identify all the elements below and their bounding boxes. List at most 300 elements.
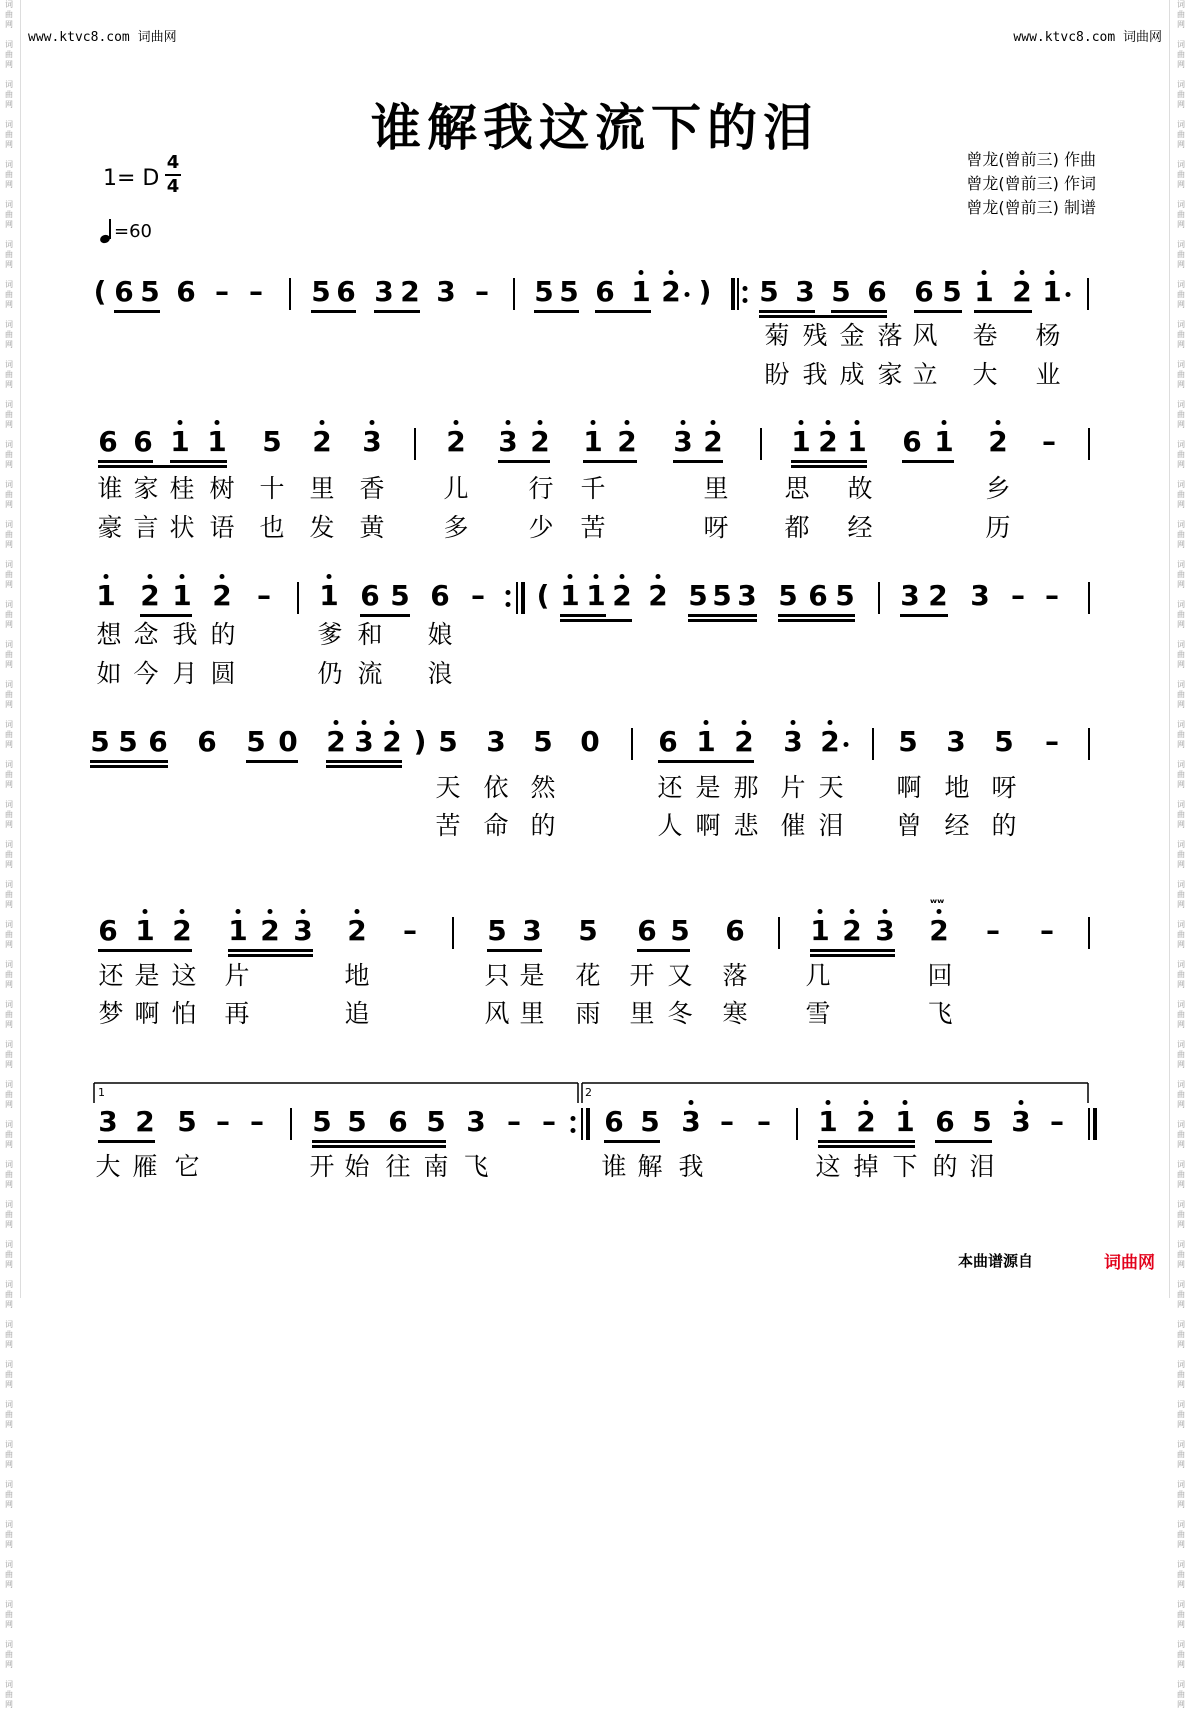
- note: 5: [390, 579, 410, 612]
- octave-dot: [826, 420, 831, 425]
- note: 2: [856, 1105, 876, 1138]
- octave-dot: [1019, 1100, 1024, 1105]
- note: –: [986, 914, 1000, 947]
- octave-dot: [669, 270, 674, 275]
- octave-dot: [855, 420, 860, 425]
- time-signature: [166, 152, 180, 198]
- note: 5: [487, 914, 507, 947]
- footer-source-label: 本曲谱源自: [958, 1252, 1034, 1270]
- lyric-char: 业: [1035, 360, 1061, 389]
- note: 2: [212, 579, 232, 612]
- note: 6: [360, 579, 380, 612]
- note: 1: [1042, 275, 1062, 308]
- barline: [760, 428, 762, 460]
- barline: [1088, 728, 1090, 760]
- lyric-char: 是: [695, 773, 721, 802]
- lyric-char: 豪: [97, 513, 123, 542]
- underline-beam: [604, 1140, 660, 1143]
- lyric-char: 菊: [764, 321, 790, 350]
- note: 2: [446, 425, 466, 458]
- lyric-char: 下: [892, 1152, 918, 1181]
- octave-dot: [818, 909, 823, 914]
- lyric-char: 娘: [427, 620, 453, 649]
- lyric-char: 雁: [132, 1152, 158, 1181]
- note: 1: [172, 579, 192, 612]
- lyric-char: 行: [528, 474, 554, 503]
- lyric-char: 我: [678, 1152, 704, 1181]
- lyric-char: 历: [985, 513, 1011, 542]
- note: 6: [808, 579, 828, 612]
- barline-thick: [731, 278, 735, 310]
- lyric-char: 雨: [575, 999, 601, 1028]
- note: 3: [466, 1105, 486, 1138]
- note: 6: [902, 425, 922, 458]
- repeat-dot: [571, 1116, 576, 1121]
- octave-dot: [791, 720, 796, 725]
- lyric-char: 经: [847, 513, 873, 542]
- note: 6: [133, 425, 153, 458]
- underline-beam: [688, 619, 757, 622]
- lyric-char: 片: [780, 773, 806, 802]
- note: 5: [898, 725, 918, 758]
- octave-dot: [850, 909, 855, 914]
- note: –: [542, 1105, 556, 1138]
- note: 6: [658, 725, 678, 758]
- octave-dot: [826, 1100, 831, 1105]
- lyric-char: 飞: [463, 1152, 489, 1181]
- barline: [1088, 1108, 1090, 1140]
- note: 5: [438, 725, 458, 758]
- note: –: [1045, 725, 1059, 758]
- note: 3: [946, 725, 966, 758]
- note: 5: [972, 1105, 992, 1138]
- note: 3: [900, 579, 920, 612]
- note: 3: [98, 1105, 118, 1138]
- note: 3: [293, 914, 313, 947]
- composer-credit: 曾龙(曾前三) 作曲: [966, 150, 1096, 169]
- note: 1: [791, 425, 811, 458]
- lyric-char: 始: [344, 1152, 370, 1181]
- lyric-char: 仍: [317, 659, 343, 688]
- octave-dot: [178, 420, 183, 425]
- note: 6: [98, 425, 118, 458]
- lyric-char: 还: [98, 961, 124, 990]
- underline-beam: [914, 310, 962, 313]
- underline-beam: [98, 460, 153, 463]
- note: 1: [319, 579, 339, 612]
- underline-beam: [810, 949, 895, 952]
- lyric-char: 少: [528, 513, 554, 542]
- octave-dot: [215, 420, 220, 425]
- lyric-char: 发: [309, 513, 335, 542]
- octave-dot: [656, 574, 661, 579]
- note: 1: [974, 275, 994, 308]
- note: 1: [560, 579, 580, 612]
- lyric-char: 地: [344, 961, 370, 990]
- barline-thick: [586, 1108, 590, 1140]
- lyric-char: 大: [95, 1152, 121, 1181]
- lyric-char: 月: [172, 659, 198, 688]
- note: 5: [426, 1105, 446, 1138]
- underline-beam: [688, 614, 757, 617]
- lyric-char: 开: [309, 1152, 335, 1181]
- underline-beam: [360, 614, 410, 617]
- octave-dot: [639, 270, 644, 275]
- underline-beam: [140, 614, 192, 617]
- augmentation-dot: [685, 292, 690, 297]
- note: 1: [934, 425, 954, 458]
- octave-dot: [742, 720, 747, 725]
- note: 2: [612, 579, 632, 612]
- lyric-char: 黄: [359, 513, 385, 542]
- octave-dot: [591, 420, 596, 425]
- octave-dot: [799, 420, 804, 425]
- repeat-dot: [506, 590, 511, 595]
- note: –: [1050, 1105, 1064, 1138]
- note: 3: [737, 579, 757, 612]
- note: 1: [96, 579, 116, 612]
- key-signature: 1= D: [103, 166, 160, 191]
- underline-beam: [228, 949, 313, 952]
- lyric-char: 再: [224, 999, 250, 1028]
- page-border-right: [1169, 0, 1170, 1298]
- lyric-char: 香: [359, 474, 385, 503]
- note: 2: [820, 725, 840, 758]
- note: 5: [311, 275, 331, 308]
- lyric-char: 里: [629, 999, 655, 1028]
- note: 2: [661, 275, 681, 308]
- lyric-char: 圆: [210, 659, 236, 688]
- lyric-char: 然: [530, 773, 556, 802]
- lyric-char: 曾: [896, 811, 922, 840]
- lyric-char: 是: [519, 961, 545, 990]
- note: 3: [486, 725, 506, 758]
- lyric-char: 经: [944, 811, 970, 840]
- lyric-char: 家: [133, 474, 159, 503]
- note: 5: [559, 275, 579, 308]
- note: 1: [696, 725, 716, 758]
- octave-dot: [327, 574, 332, 579]
- lyric-char: 言: [133, 513, 159, 542]
- barline: [1088, 582, 1090, 614]
- note: 5: [118, 725, 138, 758]
- note: 6: [388, 1105, 408, 1138]
- song-title: 谁解我这流下的泪: [371, 99, 819, 157]
- note: 5: [246, 725, 266, 758]
- barline: [737, 278, 739, 310]
- lyric-char: 泪: [969, 1152, 995, 1181]
- note: 6: [114, 275, 134, 308]
- note: 1: [207, 425, 227, 458]
- note: 2: [140, 579, 160, 612]
- underline-beam: [974, 310, 1032, 313]
- note: –: [250, 1105, 264, 1138]
- underline-beam: [534, 310, 579, 313]
- octave-dot: [506, 420, 511, 425]
- note: 6: [637, 914, 657, 947]
- note: 2: [382, 725, 402, 758]
- underline-beam: [90, 765, 168, 768]
- underline-beam: [98, 465, 227, 468]
- lyric-char: 啊: [695, 811, 721, 840]
- note: 3: [498, 425, 518, 458]
- underline-beam: [673, 460, 723, 463]
- octave-dot: [370, 420, 375, 425]
- lyric-char: 思: [784, 474, 810, 503]
- lyric-char: 天: [818, 773, 844, 802]
- lyric-char: 多: [443, 513, 469, 542]
- lyric-char: 寒: [722, 999, 748, 1028]
- credits: [966, 148, 1096, 220]
- lyric-char: 家: [877, 360, 903, 389]
- lyric-char: 苦: [580, 513, 606, 542]
- note: 3: [1011, 1105, 1031, 1138]
- note: 2: [703, 425, 723, 458]
- octave-dot: [180, 574, 185, 579]
- lyric-char: 风: [484, 999, 510, 1028]
- underline-beam: [637, 949, 690, 952]
- note: 2: [326, 725, 346, 758]
- note: 2: [928, 579, 948, 612]
- note: 2: [648, 579, 668, 612]
- underline-beam: [326, 765, 402, 768]
- underline-beam: [312, 1140, 446, 1143]
- note: 6: [935, 1105, 955, 1138]
- note: 3: [354, 725, 374, 758]
- note: 5: [688, 579, 708, 612]
- octave-dot: [594, 574, 599, 579]
- note: 2: [172, 914, 192, 947]
- underline-beam: [902, 460, 954, 463]
- note: –: [257, 579, 271, 612]
- lyric-char: 成: [839, 360, 865, 389]
- repeat-dot: [743, 286, 748, 291]
- underline-beam: [791, 465, 867, 468]
- note: 6: [197, 725, 217, 758]
- lyric-char: 还: [657, 773, 683, 802]
- underline-beam: [818, 1145, 915, 1148]
- lyric-char: 的: [991, 811, 1017, 840]
- lyric-char: 泪: [818, 811, 844, 840]
- note: (: [93, 275, 107, 308]
- lyricist-credit: 曾龙(曾前三) 作词: [966, 174, 1096, 193]
- barline-thick: [521, 582, 525, 614]
- underline-beam: [326, 760, 402, 763]
- underline-beam: [498, 460, 550, 463]
- note: 5: [90, 725, 110, 758]
- augmentation-dot: [844, 742, 849, 747]
- note: 5: [778, 579, 798, 612]
- note: 6: [98, 914, 118, 947]
- note: 2: [818, 425, 838, 458]
- lyric-char: 呀: [991, 773, 1017, 802]
- lyric-char: 残: [802, 321, 828, 350]
- underline-beam: [312, 1145, 446, 1148]
- note: 1: [583, 425, 603, 458]
- lyric-char: 呀: [703, 513, 729, 542]
- note: 1: [847, 425, 867, 458]
- note: ): [413, 725, 427, 758]
- lyric-char: 又: [667, 961, 693, 990]
- octave-dot: [355, 909, 360, 914]
- octave-dot: [1050, 270, 1055, 275]
- note: –: [507, 1105, 521, 1138]
- underline-beam: [759, 315, 887, 318]
- note: 2: [842, 914, 862, 947]
- note: –: [249, 275, 263, 308]
- underline-beam: [487, 949, 542, 952]
- underline-beam: [311, 310, 356, 313]
- underline-beam: [810, 954, 895, 957]
- note: 1: [631, 275, 651, 308]
- note: 5: [670, 914, 690, 947]
- note: 6: [604, 1105, 624, 1138]
- note: 5: [578, 914, 598, 947]
- barline: [878, 582, 880, 614]
- underline-beam: [778, 614, 855, 617]
- lyric-char: 想: [96, 620, 122, 649]
- note: 2: [135, 1105, 155, 1138]
- lyric-char: 天: [435, 773, 461, 802]
- octave-dot: [390, 720, 395, 725]
- barline: [778, 917, 780, 949]
- note: 1: [810, 914, 830, 947]
- lyric-char: 谁: [97, 474, 123, 503]
- note: 6: [176, 275, 196, 308]
- lyric-char: 梦: [98, 999, 124, 1028]
- side-watermark-left: 词 曲 网 词 曲 网 词 曲 网 词 曲 网 词 曲 网 词 曲 网 词 曲 网 词 曲 网 词 曲 网 词 曲 网 词 曲 网 词 曲 网 词 曲 网 词 曲 网 词 曲 网 词 曲 网 词 曲 网 词 曲 网 词 曲 网 词 曲 网 词 曲 网 词 曲 网 词 曲 网 词 曲 网 词 曲 网 词 曲 网 词 曲 网 词 曲 网 词 曲 网 词 曲 网 词 曲 网 词 曲 网 词 曲 网 词 曲 网 词 曲 网 词 曲 网 词 曲 网 词 曲 网 词 曲 网 词 曲 网 词 曲 网 词 曲 网 词 曲 网: [5, 0, 13, 1709]
- note: 3: [783, 725, 803, 758]
- octave-dot: [625, 420, 630, 425]
- note: ): [698, 275, 712, 308]
- lyric-char: 里: [519, 999, 545, 1028]
- note: –: [475, 275, 489, 308]
- lyric-char: 树: [209, 474, 235, 503]
- octave-dot: [236, 909, 241, 914]
- note: 5: [262, 425, 282, 458]
- note: 2: [988, 425, 1008, 458]
- lyric-char: 飞: [927, 999, 953, 1028]
- repeat-dot: [506, 602, 511, 607]
- arranger-credit: 曾龙(曾前三) 制谱: [966, 198, 1096, 217]
- octave-dot: [620, 574, 625, 579]
- note: 6: [725, 914, 745, 947]
- underline-beam: [170, 460, 227, 463]
- time-signature-top: 4: [166, 152, 180, 173]
- barline: [872, 728, 874, 760]
- note: 3: [795, 275, 815, 308]
- lyric-char: 盼: [764, 360, 790, 389]
- underline-beam: [228, 954, 313, 957]
- lyric-char: 是: [134, 961, 160, 990]
- lyric-char: 乡: [985, 474, 1011, 503]
- octave-dot: [143, 909, 148, 914]
- underline-beam: [560, 614, 606, 617]
- note: –: [1045, 579, 1059, 612]
- note: 5: [831, 275, 851, 308]
- octave-dot: [568, 574, 573, 579]
- lyric-char: 我: [802, 360, 828, 389]
- note: 1: [170, 425, 190, 458]
- note: 3: [436, 275, 456, 308]
- lyric-char: 如: [96, 659, 122, 688]
- lyric-char: 雪: [805, 999, 831, 1028]
- note: 5: [942, 275, 962, 308]
- underline-beam: [114, 310, 160, 313]
- lyric-char: 人: [657, 811, 683, 840]
- lyric-char: 千: [580, 474, 606, 503]
- note: 3: [374, 275, 394, 308]
- underline-beam: [818, 1140, 915, 1143]
- lyric-char: 今: [133, 659, 159, 688]
- trill-icon: ʷʷ: [930, 896, 945, 910]
- octave-dot: [362, 720, 367, 725]
- note: –: [215, 275, 229, 308]
- lyric-char: 谁: [601, 1152, 627, 1181]
- note: 3: [970, 579, 990, 612]
- note: –: [720, 1105, 734, 1138]
- lyric-char: 念: [133, 620, 159, 649]
- underline-beam: [595, 310, 651, 313]
- octave-dot: [220, 574, 225, 579]
- note: 3: [681, 1105, 701, 1138]
- lyric-char: 开: [629, 961, 655, 990]
- note: 1: [228, 914, 248, 947]
- note: (: [536, 579, 550, 612]
- tempo-value: =60: [114, 221, 152, 242]
- note: 2: [312, 425, 332, 458]
- lyric-char: 掉: [853, 1152, 879, 1181]
- note: 5: [534, 275, 554, 308]
- underline-beam: [560, 619, 632, 622]
- note: –: [1040, 914, 1054, 947]
- note: 5: [994, 725, 1014, 758]
- octave-dot: [334, 720, 339, 725]
- note: 3: [875, 914, 895, 947]
- lyric-char: 金: [839, 321, 865, 350]
- underline-beam: [374, 310, 420, 313]
- lyric-char: 的: [932, 1152, 958, 1181]
- barline: [1088, 428, 1090, 460]
- octave-dot: [1020, 270, 1025, 275]
- augmentation-dot: [1066, 292, 1071, 297]
- octave-dot: [538, 420, 543, 425]
- lyric-char: 语: [209, 513, 235, 542]
- note: 1: [895, 1105, 915, 1138]
- lyric-char: 它: [174, 1152, 200, 1181]
- note: 0: [580, 725, 600, 758]
- lyric-char: 故: [847, 474, 873, 503]
- octave-dot: [454, 420, 459, 425]
- underline-beam: [583, 460, 637, 463]
- lyric-char: 和: [357, 620, 383, 649]
- octave-dot: [704, 720, 709, 725]
- lyric-char: 杨: [1035, 321, 1061, 350]
- lyric-char: 啊: [134, 999, 160, 1028]
- note: –: [1042, 425, 1056, 458]
- barline: [1087, 278, 1089, 310]
- lyric-char: 几: [805, 961, 831, 990]
- octave-dot: [180, 909, 185, 914]
- octave-dot: [681, 420, 686, 425]
- lyric-char: 十: [259, 474, 285, 503]
- lyric-char: 儿: [443, 474, 469, 503]
- underline-beam: [778, 619, 855, 622]
- lyric-char: 爹: [317, 620, 343, 649]
- note: 2: [617, 425, 637, 458]
- lyric-char: 这: [815, 1152, 841, 1181]
- lyric-char: 悲: [733, 811, 759, 840]
